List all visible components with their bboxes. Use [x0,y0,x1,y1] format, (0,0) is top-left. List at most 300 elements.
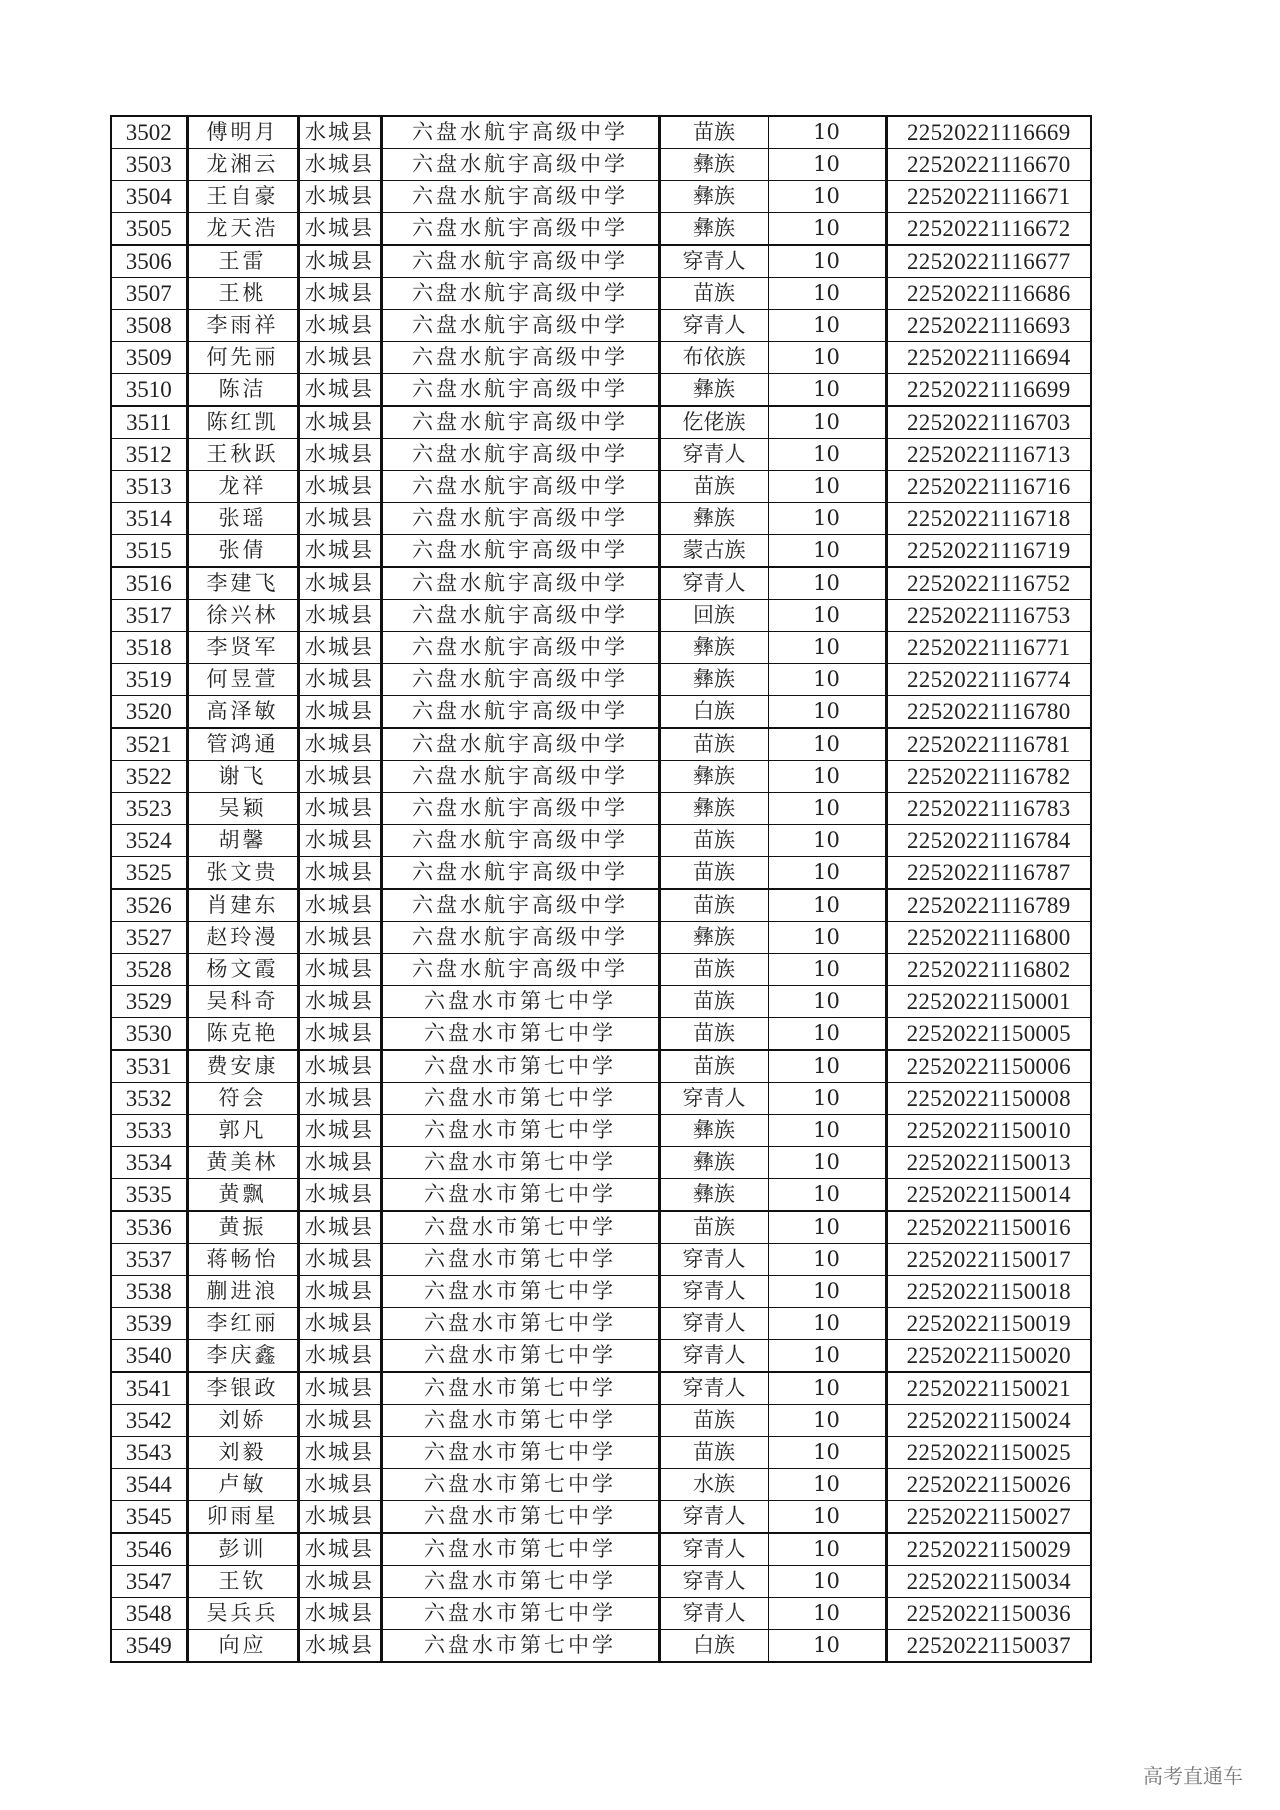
cell-county: 水城县 [298,213,381,246]
cell-name: 张文贵 [187,857,298,890]
cell-grade: 10 [768,664,886,696]
cell-seq: 3502 [111,116,187,149]
cell-county: 水城县 [298,1211,381,1244]
cell-school: 六盘水市第七中学 [381,1115,659,1147]
cell-ethnicity: 苗族 [659,116,768,149]
cell-school: 六盘水航宇高级中学 [381,245,659,278]
cell-school: 六盘水市第七中学 [381,986,659,1018]
cell-grade: 10 [768,1598,886,1630]
cell-school: 六盘水航宇高级中学 [381,149,659,181]
cell-grade: 10 [768,1147,886,1179]
cell-student-id: 22520221116774 [886,664,1091,696]
cell-school: 六盘水市第七中学 [381,1566,659,1598]
cell-ethnicity: 苗族 [659,1050,768,1083]
cell-seq: 3535 [111,1179,187,1212]
cell-county: 水城县 [298,310,381,342]
cell-school: 六盘水航宇高级中学 [381,439,659,471]
cell-ethnicity: 穿青人 [659,245,768,278]
cell-grade: 10 [768,1276,886,1308]
table-row [111,439,1091,471]
cell-school: 六盘水航宇高级中学 [381,342,659,374]
cell-ethnicity: 穿青人 [659,1083,768,1115]
cell-grade: 10 [768,986,886,1018]
cell-county: 水城县 [298,1340,381,1373]
cell-school: 六盘水市第七中学 [381,1469,659,1501]
cell-student-id: 22520221116686 [886,278,1091,310]
cell-grade: 10 [768,1050,886,1083]
cell-county: 水城县 [298,1630,381,1663]
cell-seq: 3525 [111,857,187,890]
cell-grade: 10 [768,761,886,793]
cell-county: 水城县 [298,728,381,761]
cell-county: 水城县 [298,116,381,149]
cell-seq: 3508 [111,310,187,342]
cell-ethnicity: 穿青人 [659,1276,768,1308]
cell-school: 六盘水航宇高级中学 [381,954,659,986]
cell-ethnicity: 彝族 [659,1147,768,1179]
cell-county: 水城县 [298,1501,381,1534]
cell-seq: 3511 [111,406,187,439]
cell-county: 水城县 [298,632,381,664]
cell-seq: 3531 [111,1050,187,1083]
cell-name: 徐兴林 [187,600,298,632]
cell-name: 陈克艳 [187,1018,298,1051]
cell-ethnicity: 苗族 [659,1437,768,1469]
cell-student-id: 22520221116672 [886,213,1091,246]
cell-student-id: 22520221116670 [886,149,1091,181]
cell-ethnicity: 彝族 [659,1179,768,1212]
cell-school: 六盘水市第七中学 [381,1211,659,1244]
cell-ethnicity: 穿青人 [659,1308,768,1340]
cell-school: 六盘水市第七中学 [381,1437,659,1469]
cell-school: 六盘水航宇高级中学 [381,857,659,890]
cell-seq: 3505 [111,213,187,246]
cell-student-id: 22520221116716 [886,471,1091,503]
cell-school: 六盘水航宇高级中学 [381,181,659,213]
cell-school: 六盘水市第七中学 [381,1083,659,1115]
cell-seq: 3503 [111,149,187,181]
cell-county: 水城县 [298,761,381,793]
cell-grade: 10 [768,600,886,632]
cell-name: 郭凡 [187,1115,298,1147]
cell-name: 张倩 [187,535,298,568]
cell-name: 费安康 [187,1050,298,1083]
cell-county: 水城县 [298,922,381,954]
cell-student-id: 22520221116783 [886,793,1091,825]
cell-name: 黄飘 [187,1179,298,1212]
table-row [111,1533,1091,1566]
table-row [111,922,1091,954]
cell-county: 水城县 [298,1083,381,1115]
table-row [111,889,1091,922]
cell-name: 刘毅 [187,1437,298,1469]
cell-county: 水城县 [298,245,381,278]
cell-county: 水城县 [298,1179,381,1212]
cell-grade: 10 [768,1437,886,1469]
table-row [111,310,1091,342]
cell-student-id: 22520221116782 [886,761,1091,793]
cell-grade: 10 [768,954,886,986]
cell-county: 水城县 [298,1147,381,1179]
cell-grade: 10 [768,632,886,664]
cell-name: 王秋跃 [187,439,298,471]
cell-grade: 10 [768,1211,886,1244]
cell-school: 六盘水航宇高级中学 [381,632,659,664]
cell-ethnicity: 苗族 [659,986,768,1018]
cell-student-id: 22520221116802 [886,954,1091,986]
cell-student-id: 22520221116713 [886,439,1091,471]
cell-student-id: 22520221150027 [886,1501,1091,1534]
cell-student-id: 22520221116787 [886,857,1091,890]
cell-grade: 10 [768,1533,886,1566]
cell-school: 六盘水市第七中学 [381,1598,659,1630]
cell-name: 赵玲漫 [187,922,298,954]
cell-grade: 10 [768,793,886,825]
cell-school: 六盘水市第七中学 [381,1050,659,1083]
cell-ethnicity: 穿青人 [659,439,768,471]
table-row [111,1630,1091,1663]
cell-seq: 3517 [111,600,187,632]
cell-seq: 3539 [111,1308,187,1340]
table-row [111,954,1091,986]
cell-student-id: 22520221150008 [886,1083,1091,1115]
cell-student-id: 22520221150026 [886,1469,1091,1501]
cell-seq: 3545 [111,1501,187,1534]
cell-student-id: 22520221116671 [886,181,1091,213]
cell-name: 李庆鑫 [187,1340,298,1373]
cell-school: 六盘水航宇高级中学 [381,374,659,407]
table-row [111,503,1091,535]
table-row [111,278,1091,310]
cell-county: 水城县 [298,696,381,729]
cell-school: 六盘水航宇高级中学 [381,535,659,568]
cell-seq: 3537 [111,1244,187,1276]
cell-name: 龙祥 [187,471,298,503]
cell-ethnicity: 苗族 [659,1405,768,1437]
cell-student-id: 22520221150021 [886,1372,1091,1405]
cell-county: 水城县 [298,1469,381,1501]
table-row [111,149,1091,181]
cell-seq: 3524 [111,825,187,857]
cell-grade: 10 [768,342,886,374]
table-row [111,181,1091,213]
cell-ethnicity: 彝族 [659,181,768,213]
table-row [111,116,1091,149]
table-row [111,857,1091,890]
cell-school: 六盘水航宇高级中学 [381,728,659,761]
cell-ethnicity: 苗族 [659,857,768,890]
cell-student-id: 22520221116753 [886,600,1091,632]
cell-name: 向应 [187,1630,298,1663]
cell-student-id: 22520221150025 [886,1437,1091,1469]
cell-student-id: 22520221150018 [886,1276,1091,1308]
table-row [111,1501,1091,1534]
cell-ethnicity: 白族 [659,1630,768,1663]
cell-name: 蒯进浪 [187,1276,298,1308]
cell-county: 水城县 [298,1437,381,1469]
cell-seq: 3507 [111,278,187,310]
cell-student-id: 22520221116699 [886,374,1091,407]
cell-seq: 3530 [111,1018,187,1051]
cell-student-id: 22520221116719 [886,535,1091,568]
table-row [111,213,1091,246]
watermark: 高考直通车 [1143,1764,1243,1788]
cell-seq: 3516 [111,567,187,600]
cell-name: 彭训 [187,1533,298,1566]
cell-seq: 3515 [111,535,187,568]
cell-seq: 3504 [111,181,187,213]
cell-ethnicity: 彝族 [659,149,768,181]
table-row [111,245,1091,278]
cell-student-id: 22520221116789 [886,889,1091,922]
cell-grade: 10 [768,1244,886,1276]
cell-ethnicity: 苗族 [659,278,768,310]
cell-county: 水城县 [298,889,381,922]
cell-seq: 3534 [111,1147,187,1179]
cell-seq: 3512 [111,439,187,471]
cell-seq: 3533 [111,1115,187,1147]
cell-seq: 3523 [111,793,187,825]
cell-name: 卯雨星 [187,1501,298,1534]
cell-student-id: 22520221116703 [886,406,1091,439]
table-row [111,728,1091,761]
cell-county: 水城县 [298,149,381,181]
table-row [111,1566,1091,1598]
cell-ethnicity: 穿青人 [659,567,768,600]
cell-grade: 10 [768,567,886,600]
cell-seq: 3544 [111,1469,187,1501]
cell-school: 六盘水市第七中学 [381,1501,659,1534]
table-row [111,1050,1091,1083]
cell-county: 水城县 [298,374,381,407]
table-row [111,1598,1091,1630]
cell-seq: 3518 [111,632,187,664]
cell-grade: 10 [768,857,886,890]
cell-grade: 10 [768,728,886,761]
cell-grade: 10 [768,1083,886,1115]
cell-student-id: 22520221150024 [886,1405,1091,1437]
cell-county: 水城县 [298,1018,381,1051]
table-row [111,567,1091,600]
cell-ethnicity: 蒙古族 [659,535,768,568]
cell-grade: 10 [768,181,886,213]
table-row [111,406,1091,439]
cell-ethnicity: 彝族 [659,1115,768,1147]
cell-seq: 3520 [111,696,187,729]
cell-county: 水城县 [298,1405,381,1437]
cell-county: 水城县 [298,567,381,600]
cell-seq: 3522 [111,761,187,793]
cell-student-id: 22520221116771 [886,632,1091,664]
cell-seq: 3529 [111,986,187,1018]
cell-grade: 10 [768,1372,886,1405]
cell-name: 陈红凯 [187,406,298,439]
cell-student-id: 22520221150014 [886,1179,1091,1212]
cell-name: 杨文霞 [187,954,298,986]
cell-name: 蒋畅怡 [187,1244,298,1276]
cell-grade: 10 [768,696,886,729]
table-row [111,1276,1091,1308]
cell-county: 水城县 [298,664,381,696]
table-row [111,1469,1091,1501]
table-row [111,1147,1091,1179]
cell-school: 六盘水航宇高级中学 [381,116,659,149]
cell-ethnicity: 穿青人 [659,1244,768,1276]
cell-name: 李雨祥 [187,310,298,342]
cell-county: 水城县 [298,342,381,374]
cell-seq: 3528 [111,954,187,986]
cell-county: 水城县 [298,857,381,890]
cell-name: 卢敏 [187,1469,298,1501]
cell-name: 刘娇 [187,1405,298,1437]
cell-county: 水城县 [298,1115,381,1147]
cell-grade: 10 [768,1405,886,1437]
cell-grade: 10 [768,825,886,857]
cell-student-id: 22520221150001 [886,986,1091,1018]
cell-school: 六盘水航宇高级中学 [381,503,659,535]
table-row [111,1405,1091,1437]
cell-name: 王钦 [187,1566,298,1598]
table-row [111,535,1091,568]
cell-ethnicity: 穿青人 [659,1501,768,1534]
table-row [111,1115,1091,1147]
cell-school: 六盘水航宇高级中学 [381,310,659,342]
cell-name: 吴科奇 [187,986,298,1018]
cell-ethnicity: 穿青人 [659,310,768,342]
cell-grade: 10 [768,278,886,310]
cell-grade: 10 [768,213,886,246]
cell-grade: 10 [768,1018,886,1051]
cell-seq: 3510 [111,374,187,407]
cell-ethnicity: 苗族 [659,471,768,503]
cell-county: 水城县 [298,406,381,439]
cell-seq: 3540 [111,1340,187,1373]
cell-seq: 3521 [111,728,187,761]
cell-student-id: 22520221116694 [886,342,1091,374]
cell-name: 龙湘云 [187,149,298,181]
cell-seq: 3546 [111,1533,187,1566]
cell-student-id: 22520221116752 [886,567,1091,600]
cell-name: 王桃 [187,278,298,310]
cell-ethnicity: 彝族 [659,793,768,825]
cell-school: 六盘水市第七中学 [381,1179,659,1212]
cell-grade: 10 [768,310,886,342]
cell-ethnicity: 彝族 [659,664,768,696]
cell-grade: 10 [768,1340,886,1373]
cell-school: 六盘水航宇高级中学 [381,889,659,922]
cell-ethnicity: 彝族 [659,503,768,535]
cell-ethnicity: 回族 [659,600,768,632]
cell-student-id: 22520221116784 [886,825,1091,857]
table-row [111,761,1091,793]
table-row [111,600,1091,632]
cell-name: 王雷 [187,245,298,278]
cell-county: 水城县 [298,1308,381,1340]
cell-ethnicity: 水族 [659,1469,768,1501]
cell-school: 六盘水市第七中学 [381,1533,659,1566]
cell-student-id: 22520221116669 [886,116,1091,149]
cell-name: 何先丽 [187,342,298,374]
cell-name: 李银政 [187,1372,298,1405]
cell-name: 李贤军 [187,632,298,664]
cell-student-id: 22520221116693 [886,310,1091,342]
cell-seq: 3513 [111,471,187,503]
table-row [111,793,1091,825]
table-row [111,1372,1091,1405]
cell-county: 水城县 [298,535,381,568]
cell-county: 水城县 [298,278,381,310]
cell-name: 黄美林 [187,1147,298,1179]
cell-student-id: 22520221150005 [886,1018,1091,1051]
cell-ethnicity: 彝族 [659,374,768,407]
cell-seq: 3506 [111,245,187,278]
cell-student-id: 22520221150029 [886,1533,1091,1566]
cell-grade: 10 [768,503,886,535]
cell-school: 六盘水市第七中学 [381,1018,659,1051]
cell-grade: 10 [768,116,886,149]
table-row [111,1340,1091,1373]
cell-school: 六盘水市第七中学 [381,1630,659,1663]
cell-seq: 3536 [111,1211,187,1244]
cell-name: 黄振 [187,1211,298,1244]
cell-school: 六盘水市第七中学 [381,1372,659,1405]
table-row [111,825,1091,857]
cell-name: 吴兵兵 [187,1598,298,1630]
cell-county: 水城县 [298,1598,381,1630]
cell-school: 六盘水航宇高级中学 [381,471,659,503]
cell-county: 水城县 [298,1276,381,1308]
cell-grade: 10 [768,439,886,471]
cell-name: 肖建东 [187,889,298,922]
table-row [111,986,1091,1018]
cell-student-id: 22520221116780 [886,696,1091,729]
cell-name: 张瑶 [187,503,298,535]
cell-ethnicity: 穿青人 [659,1598,768,1630]
cell-name: 管鸿通 [187,728,298,761]
cell-name: 高泽敏 [187,696,298,729]
cell-student-id: 22520221150020 [886,1340,1091,1373]
table-row [111,696,1091,729]
cell-student-id: 22520221150006 [886,1050,1091,1083]
cell-grade: 10 [768,535,886,568]
cell-name: 李红丽 [187,1308,298,1340]
cell-school: 六盘水航宇高级中学 [381,664,659,696]
cell-school: 六盘水市第七中学 [381,1308,659,1340]
cell-grade: 10 [768,406,886,439]
cell-grade: 10 [768,1566,886,1598]
cell-ethnicity: 白族 [659,696,768,729]
cell-seq: 3549 [111,1630,187,1663]
cell-ethnicity: 穿青人 [659,1372,768,1405]
table-row [111,1244,1091,1276]
cell-name: 李建飞 [187,567,298,600]
cell-school: 六盘水市第七中学 [381,1244,659,1276]
cell-county: 水城县 [298,793,381,825]
cell-student-id: 22520221116781 [886,728,1091,761]
cell-county: 水城县 [298,954,381,986]
cell-seq: 3541 [111,1372,187,1405]
cell-school: 六盘水航宇高级中学 [381,406,659,439]
cell-seq: 3509 [111,342,187,374]
cell-school: 六盘水航宇高级中学 [381,793,659,825]
cell-ethnicity: 苗族 [659,728,768,761]
student-list-table [110,115,1092,1663]
cell-ethnicity: 布依族 [659,342,768,374]
cell-grade: 10 [768,889,886,922]
cell-ethnicity: 穿青人 [659,1340,768,1373]
cell-student-id: 22520221150016 [886,1211,1091,1244]
cell-school: 六盘水航宇高级中学 [381,825,659,857]
